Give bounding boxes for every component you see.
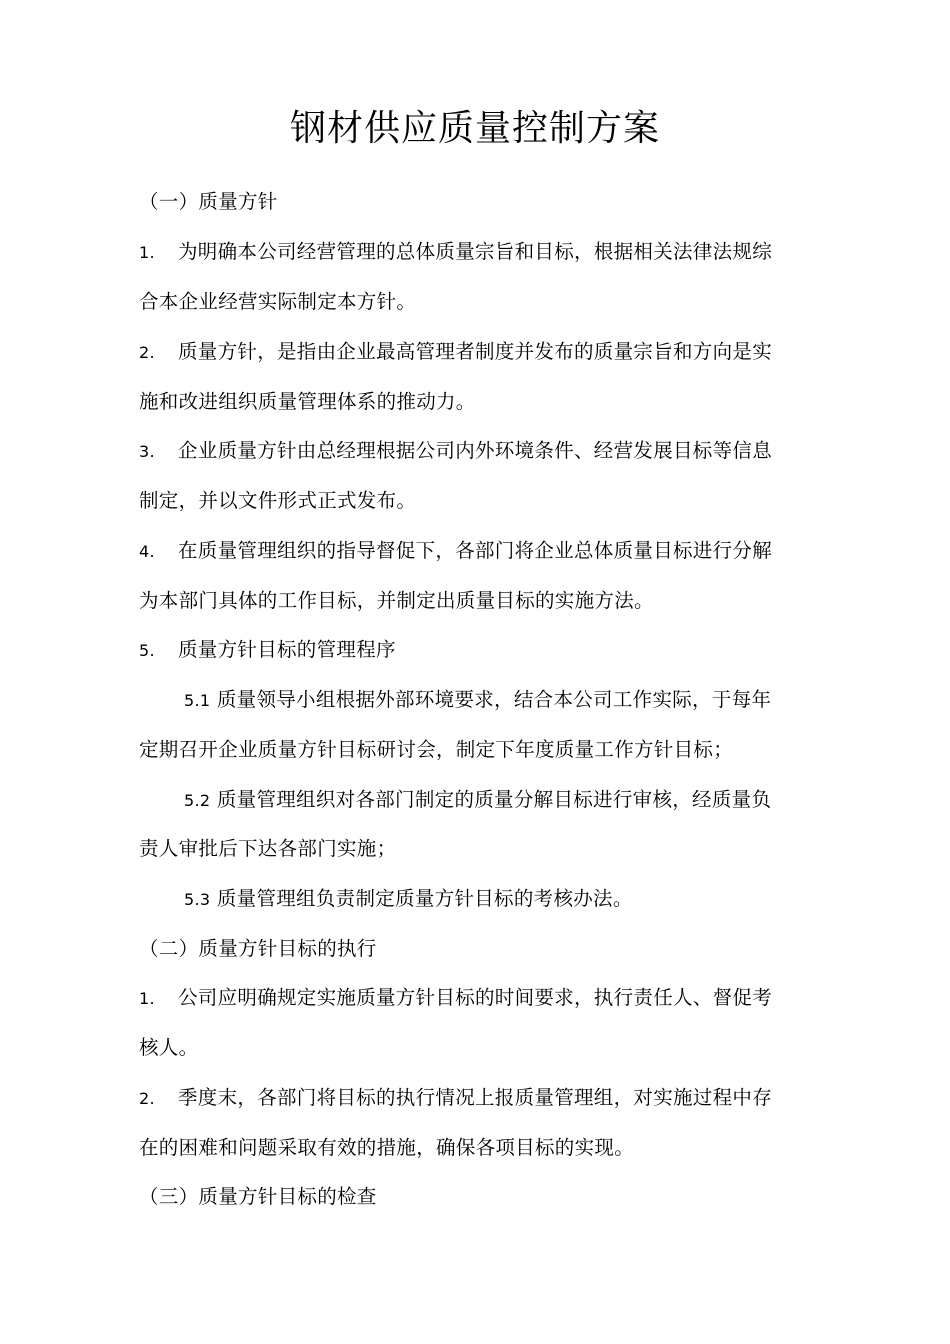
item-1-line-1 [139, 239, 772, 266]
subitem-5-3-line-1 [184, 886, 633, 913]
section-heading-1: （一）质量方针 [139, 190, 278, 213]
exec-item-2-line-1 [139, 1085, 772, 1112]
item-5-line-1 [139, 637, 396, 664]
subitem-5-2-line-2: 责人审批后下达各部门实施； [139, 837, 397, 860]
item-text: 季度末，各部门将目标的执行情况上报质量管理组，对实施过程中存 [178, 1086, 773, 1109]
item-text: 质量方针目标的管理程序 [178, 638, 396, 661]
item-2-line-2: 施和改进组织质量管理体系的推动力。 [139, 390, 476, 413]
item-number: 3. [139, 442, 155, 461]
item-1-line-2: 合本企业经营实际制定本方针。 [139, 290, 417, 313]
subitem-text: 质量管理组织对各部门制定的质量分解目标进行审核，经质量负 [216, 788, 772, 811]
item-text: 质量方针，是指由企业最高管理者制度并发布的质量宗旨和方向是实 [178, 340, 773, 363]
item-number: 5. [139, 641, 155, 660]
item-number: 2. [139, 343, 155, 362]
subitem-5-1-line-2: 定期召开企业质量方针目标研讨会，制定下年度质量工作方针目标； [139, 738, 734, 761]
item-number: 2. [139, 1089, 155, 1108]
subitem-text: 质量管理组负责制定质量方针目标的考核办法。 [216, 887, 633, 910]
item-number: 1. [139, 989, 155, 1008]
item-text: 为明确本公司经营管理的总体质量宗旨和目标，根据相关法律法规综 [178, 240, 773, 263]
item-3-line-2: 制定，并以文件形式正式发布。 [139, 489, 417, 512]
subitem-number: 5.3 [184, 890, 211, 909]
subitem-5-2-line-1 [184, 787, 771, 814]
section-heading-2: （二）质量方针目标的执行 [139, 937, 377, 960]
item-number: 1. [139, 243, 155, 262]
exec-item-1-line-2: 核人。 [139, 1036, 199, 1059]
exec-item-1-line-1 [139, 985, 772, 1012]
item-text: 在质量管理组织的指导督促下，各部门将企业总体质量目标进行分解 [178, 539, 773, 562]
item-2-line-1 [139, 339, 772, 366]
item-3-line-1 [139, 438, 772, 465]
exec-item-2-line-2: 在的困难和问题采取有效的措施，确保各项目标的实现。 [139, 1136, 635, 1159]
subitem-number: 5.1 [184, 691, 211, 710]
item-4-line-1 [139, 538, 772, 565]
section-heading-3: （三）质量方针目标的检查 [139, 1185, 377, 1208]
item-text: 公司应明确规定实施质量方针目标的时间要求，执行责任人、督促考 [178, 986, 773, 1009]
subitem-text: 质量领导小组根据外部环境要求，结合本公司工作实际，于每年 [216, 688, 772, 711]
item-number: 4. [139, 542, 155, 561]
item-text: 企业质量方针由总经理根据公司内外环境条件、经营发展目标等信息 [178, 439, 773, 462]
document-title: 钢材供应质量控制方案 [289, 108, 660, 149]
subitem-number: 5.2 [184, 791, 211, 810]
subitem-5-1-line-1 [184, 687, 771, 714]
item-4-line-2: 为本部门具体的工作目标，并制定出质量目标的实施方法。 [139, 589, 654, 612]
